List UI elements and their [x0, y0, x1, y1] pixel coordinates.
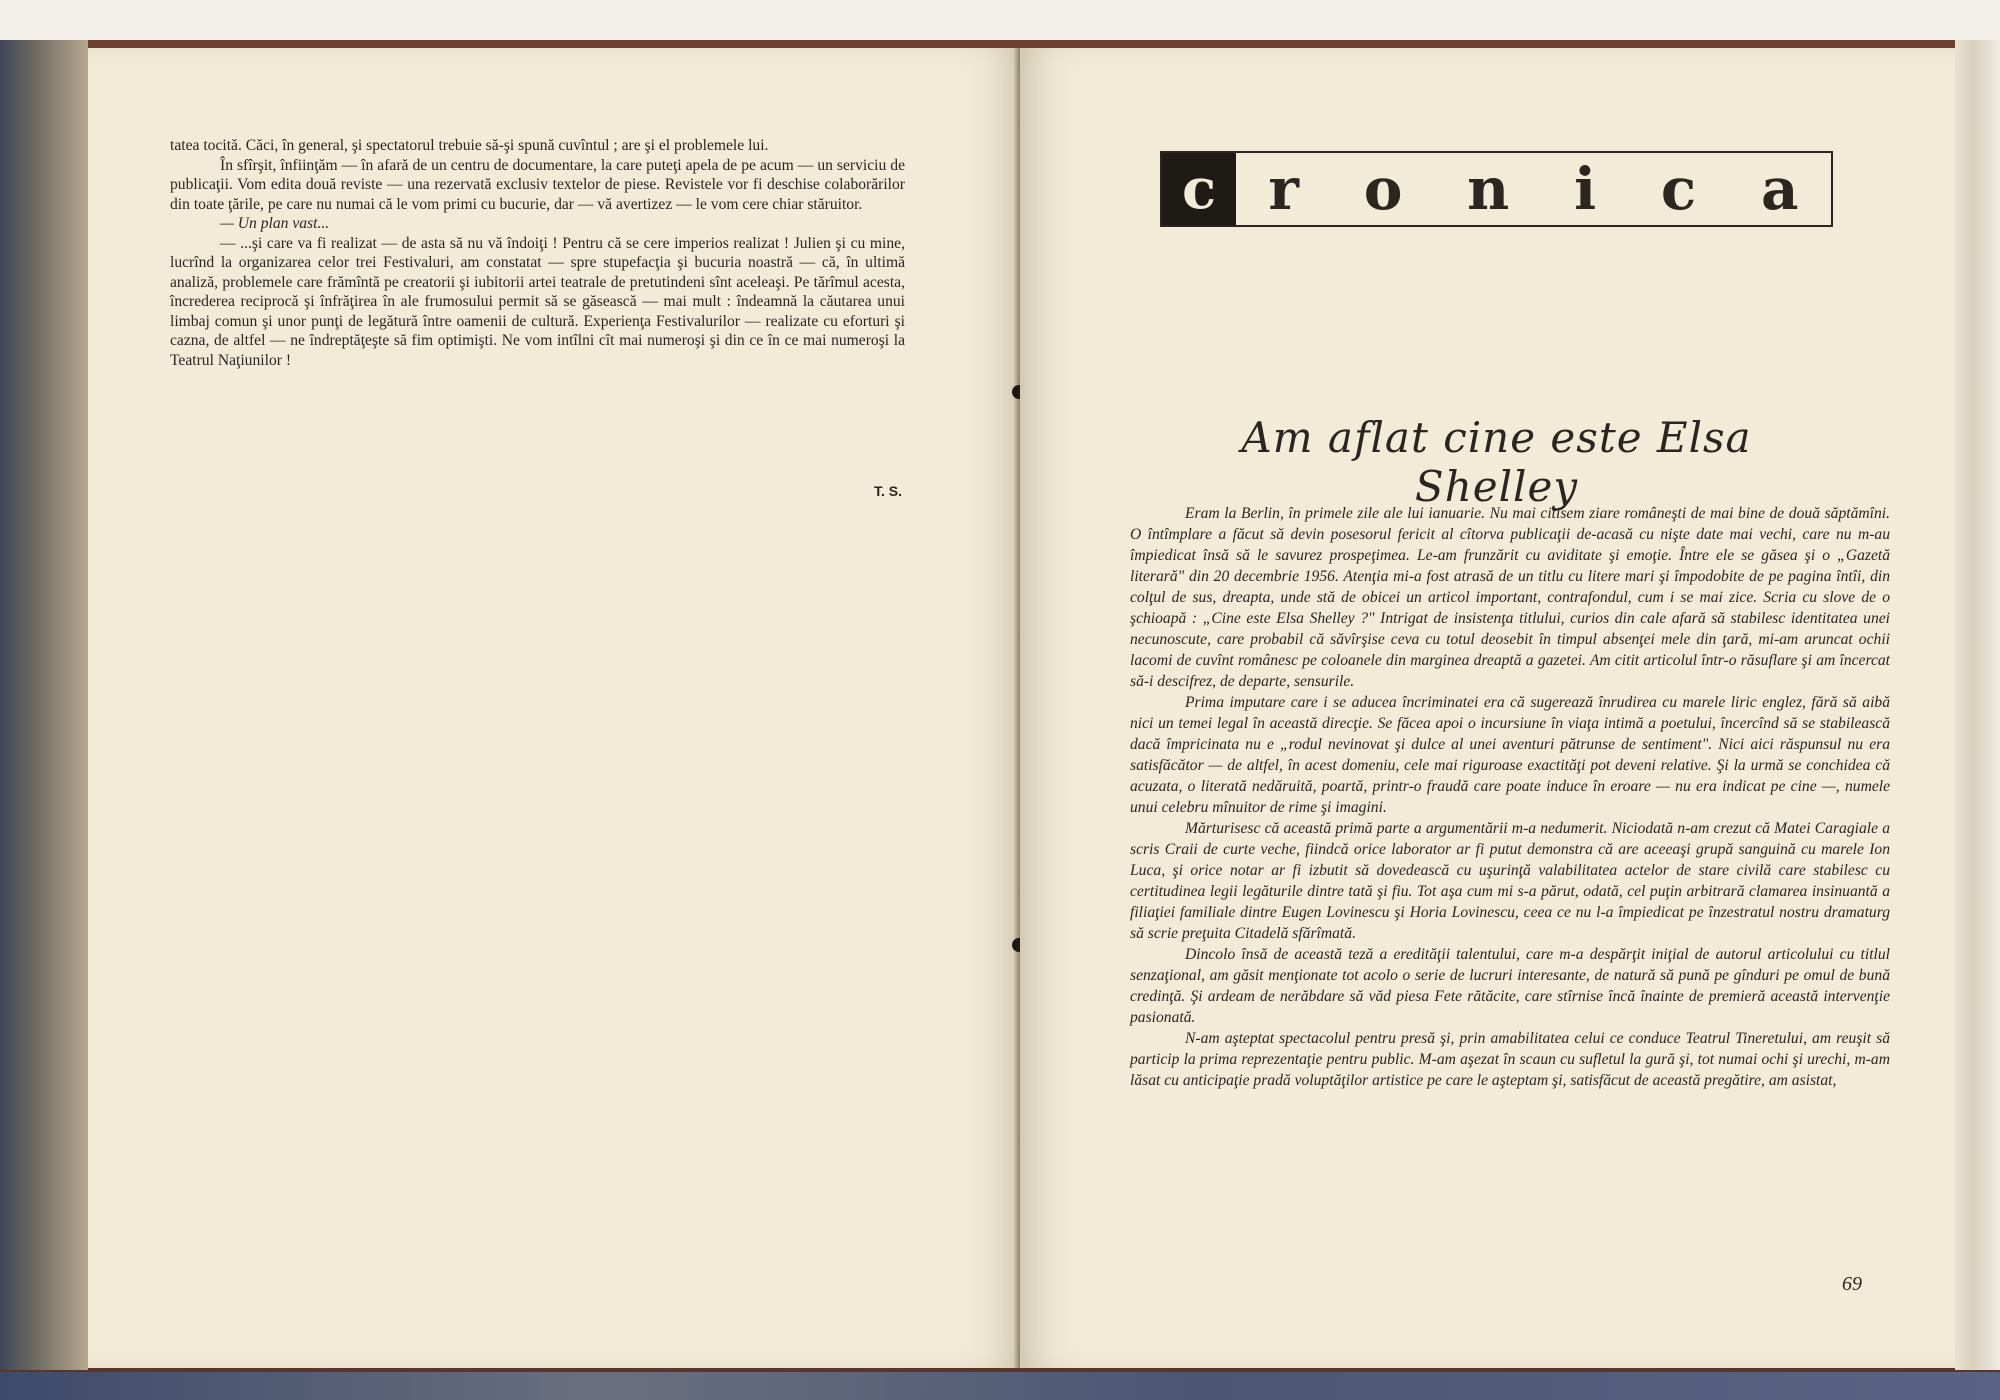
scan-background-top: [0, 0, 2000, 40]
author-signature: T. S.: [874, 483, 903, 499]
masthead-letters: [1236, 153, 1831, 225]
masthead-initial: c: [1162, 153, 1236, 225]
paragraph: — Un plan vast...: [220, 215, 330, 232]
masthead-letter: o: [1363, 155, 1403, 223]
paragraph: Eram la Berlin, în primele zile ale lui ianuarie. Nu mai citisem ziare româneşti de mai bine de două săptămîni. O întîmplare a făcut să devin posesorul fericit al cîtorva publicaţii de-acasă cu nişte date mai vechi, care nu m-au împiedicat însă să le savurez prospeţimea. Le-am frunzărit cu aviditate şi emoţie. Între ele se găsea şi o „Gazetă literară" din 20 decembrie 1956. Atenţia mi-a fost atrasă de un titlu cu litere mari şi împodobite de pe pagina întîi, din colţul de sus, dreapta, unde stă de obicei un articol important, contrafondul, cum i se mai zice. Scria cu slove de o şchioapă : „Cine este Elsa Shelley ?" Intrigat de insistenţa titlului, curios din cale afară să stabilesc identitatea unei necunoscute, care probabil că săvîrşise ceva cu totul deosebit în timpul absenţei mele din ţară, mi-am aruncat ochii lacomi de cuvînt românesc pe coloanele din marginea dreaptă a gazetei. Am citit articolul într-o răsuflare şi am încercat să-i descifrez, de departe, sensurile.: [1130, 505, 1890, 690]
book-right-edge: [1955, 40, 2000, 1370]
masthead-letter: c: [1660, 155, 1697, 223]
masthead-letter: a: [1761, 155, 1799, 223]
left-page: [88, 48, 1020, 1368]
paragraph: — ...şi care va fi realizat — de asta să nu vă îndoiţi ! Pentru că se cere imperios realizat ! Julien şi cu mine, lucrînd la organizarea celor trei Festivaluri, am constatat — spre stupefacţia şi bucuria noastră — că, în ultimă analiză, problemele care frămîntă pe creatorii şi iubitorii artei teatrale de pretutindeni sînt aceleaşi. Pe tărîmul acesta, încrederea reciprocă şi înfrăţirea în ale frumosului permit să se găsească — mai mult : îndeamnă la căutarea unui limbaj comun şi unor punţi de legătură între oamenii de cultură. Experienţa Festivalurilor — realizate cu eforturi şi cazna, de altfel — ne îndreptăţeşte să fim optimişti. Ne vom intîlni cît mai numeroşi şi din ce în ce mai numeroşi la Teatrul Naţiunilor !: [170, 234, 905, 369]
page-number: 69: [1842, 1273, 1862, 1295]
book-left-edge: [0, 40, 88, 1370]
masthead-letter: r: [1268, 155, 1299, 223]
masthead-letter: n: [1467, 155, 1510, 223]
paragraph: În sfîrşit, înfiinţăm — în afară de un centru de documentare, la care puteţi apela de pe acum — un serviciu de publicaţii. Vom edita două reviste — una rezervată exclusiv textelor de piese. Revistele vor fi deschise colaborărilor din toate ţările, pe care nu numai că le vom primi cu bucurie, dar — vă avertizez — le vom cere chiar stăruitor.: [170, 156, 905, 213]
article-title: Am aflat cine este Elsa Shelley: [1241, 413, 1752, 511]
article-body: [1130, 503, 1890, 1091]
paragraph: Dincolo însă de această teză a eredităţii talentului, care m-a despărţit iniţial de autorul articolului cu titlul senzaţional, am găsit menţionate tot acolo o serie de lucruri interesante, de natură să pună pe gînduri pe omul de bună credinţă. Şi ardeam de nerăbdare să văd piesa Fete rătăcite, care stîrnise încă înainte de premieră această intervenţie pasionată.: [1130, 946, 1890, 1026]
section-masthead: [1160, 151, 1833, 227]
masthead-letter: i: [1574, 155, 1597, 223]
paragraph: tatea tocită. Căci, în general, şi spectatorul trebuie să-şi spună cuvîntul ; are şi el problemele lui.: [170, 137, 769, 154]
book-bottom-edge: [0, 1372, 2000, 1400]
right-page: [1020, 48, 1955, 1368]
left-page-text: [170, 136, 905, 370]
paragraph: Mărturisesc că această primă parte a argumentării m-a nedumerit. Niciodată n-am crezut că Matei Caragiale a scris Craii de curte veche, fiindcă orice laborator ar fi putut demonstra că are aceeaşi grupă sanguină cu marele Ion Luca, şi orice notar ar fi izbutit să dovedească cu uşurinţă valabilitatea actelor de stare civilă care stabilesc cu certitudinea legii legăturile dintre tată şi fiu. Tot aşa cum mi s-a părut, odată, cel puţin arbitrară clamarea insinuantă a filiaţiei familiale dintre Eugen Lovinescu şi Horia Lovinescu, ceea ce nu l-a împiedicat pe înzestratul nostru dramaturg să scrie preţuita Citadelă sfărîmată.: [1130, 820, 1890, 942]
paragraph: Prima imputare care i se aducea încriminatei era că sugerează înrudirea cu marele liric englez, fără să aibă nici un temei legal în această direcţie. Se făcea apoi o incursiune în viaţa intimă a poetului, încercînd să se stabilească dacă împricinata nu e „rodul nevinovat şi dulce al unei aventuri pătrunse de sentiment". Nici aici răspunsul nu era satisfăcător — de altfel, în acest domeniu, cele mai riguroase exactităţi pot deveni relative. Şi la urmă se conchidea că acuzata, o literată nedăruită, poartă, printr-o fraudă care poate induce în eroare — nu era indicat pe cine —, numele unui celebru mînuitor de rime şi imagini.: [1130, 694, 1890, 816]
paragraph: N-am aşteptat spectacolul pentru presă şi, prin amabilitatea celui ce conduce Teatrul Tineretului, am reuşit să particip la prima reprezentaţie pentru public. M-am aşezat în scaun cu sufletul la gură şi, tot numai ochi şi urechi, m-am lăsat cu anticipaţie pradă voluptăţilor artistice pe care le aşteptam şi, satisfăcut de această pregătire, am asistat,: [1130, 1030, 1890, 1089]
